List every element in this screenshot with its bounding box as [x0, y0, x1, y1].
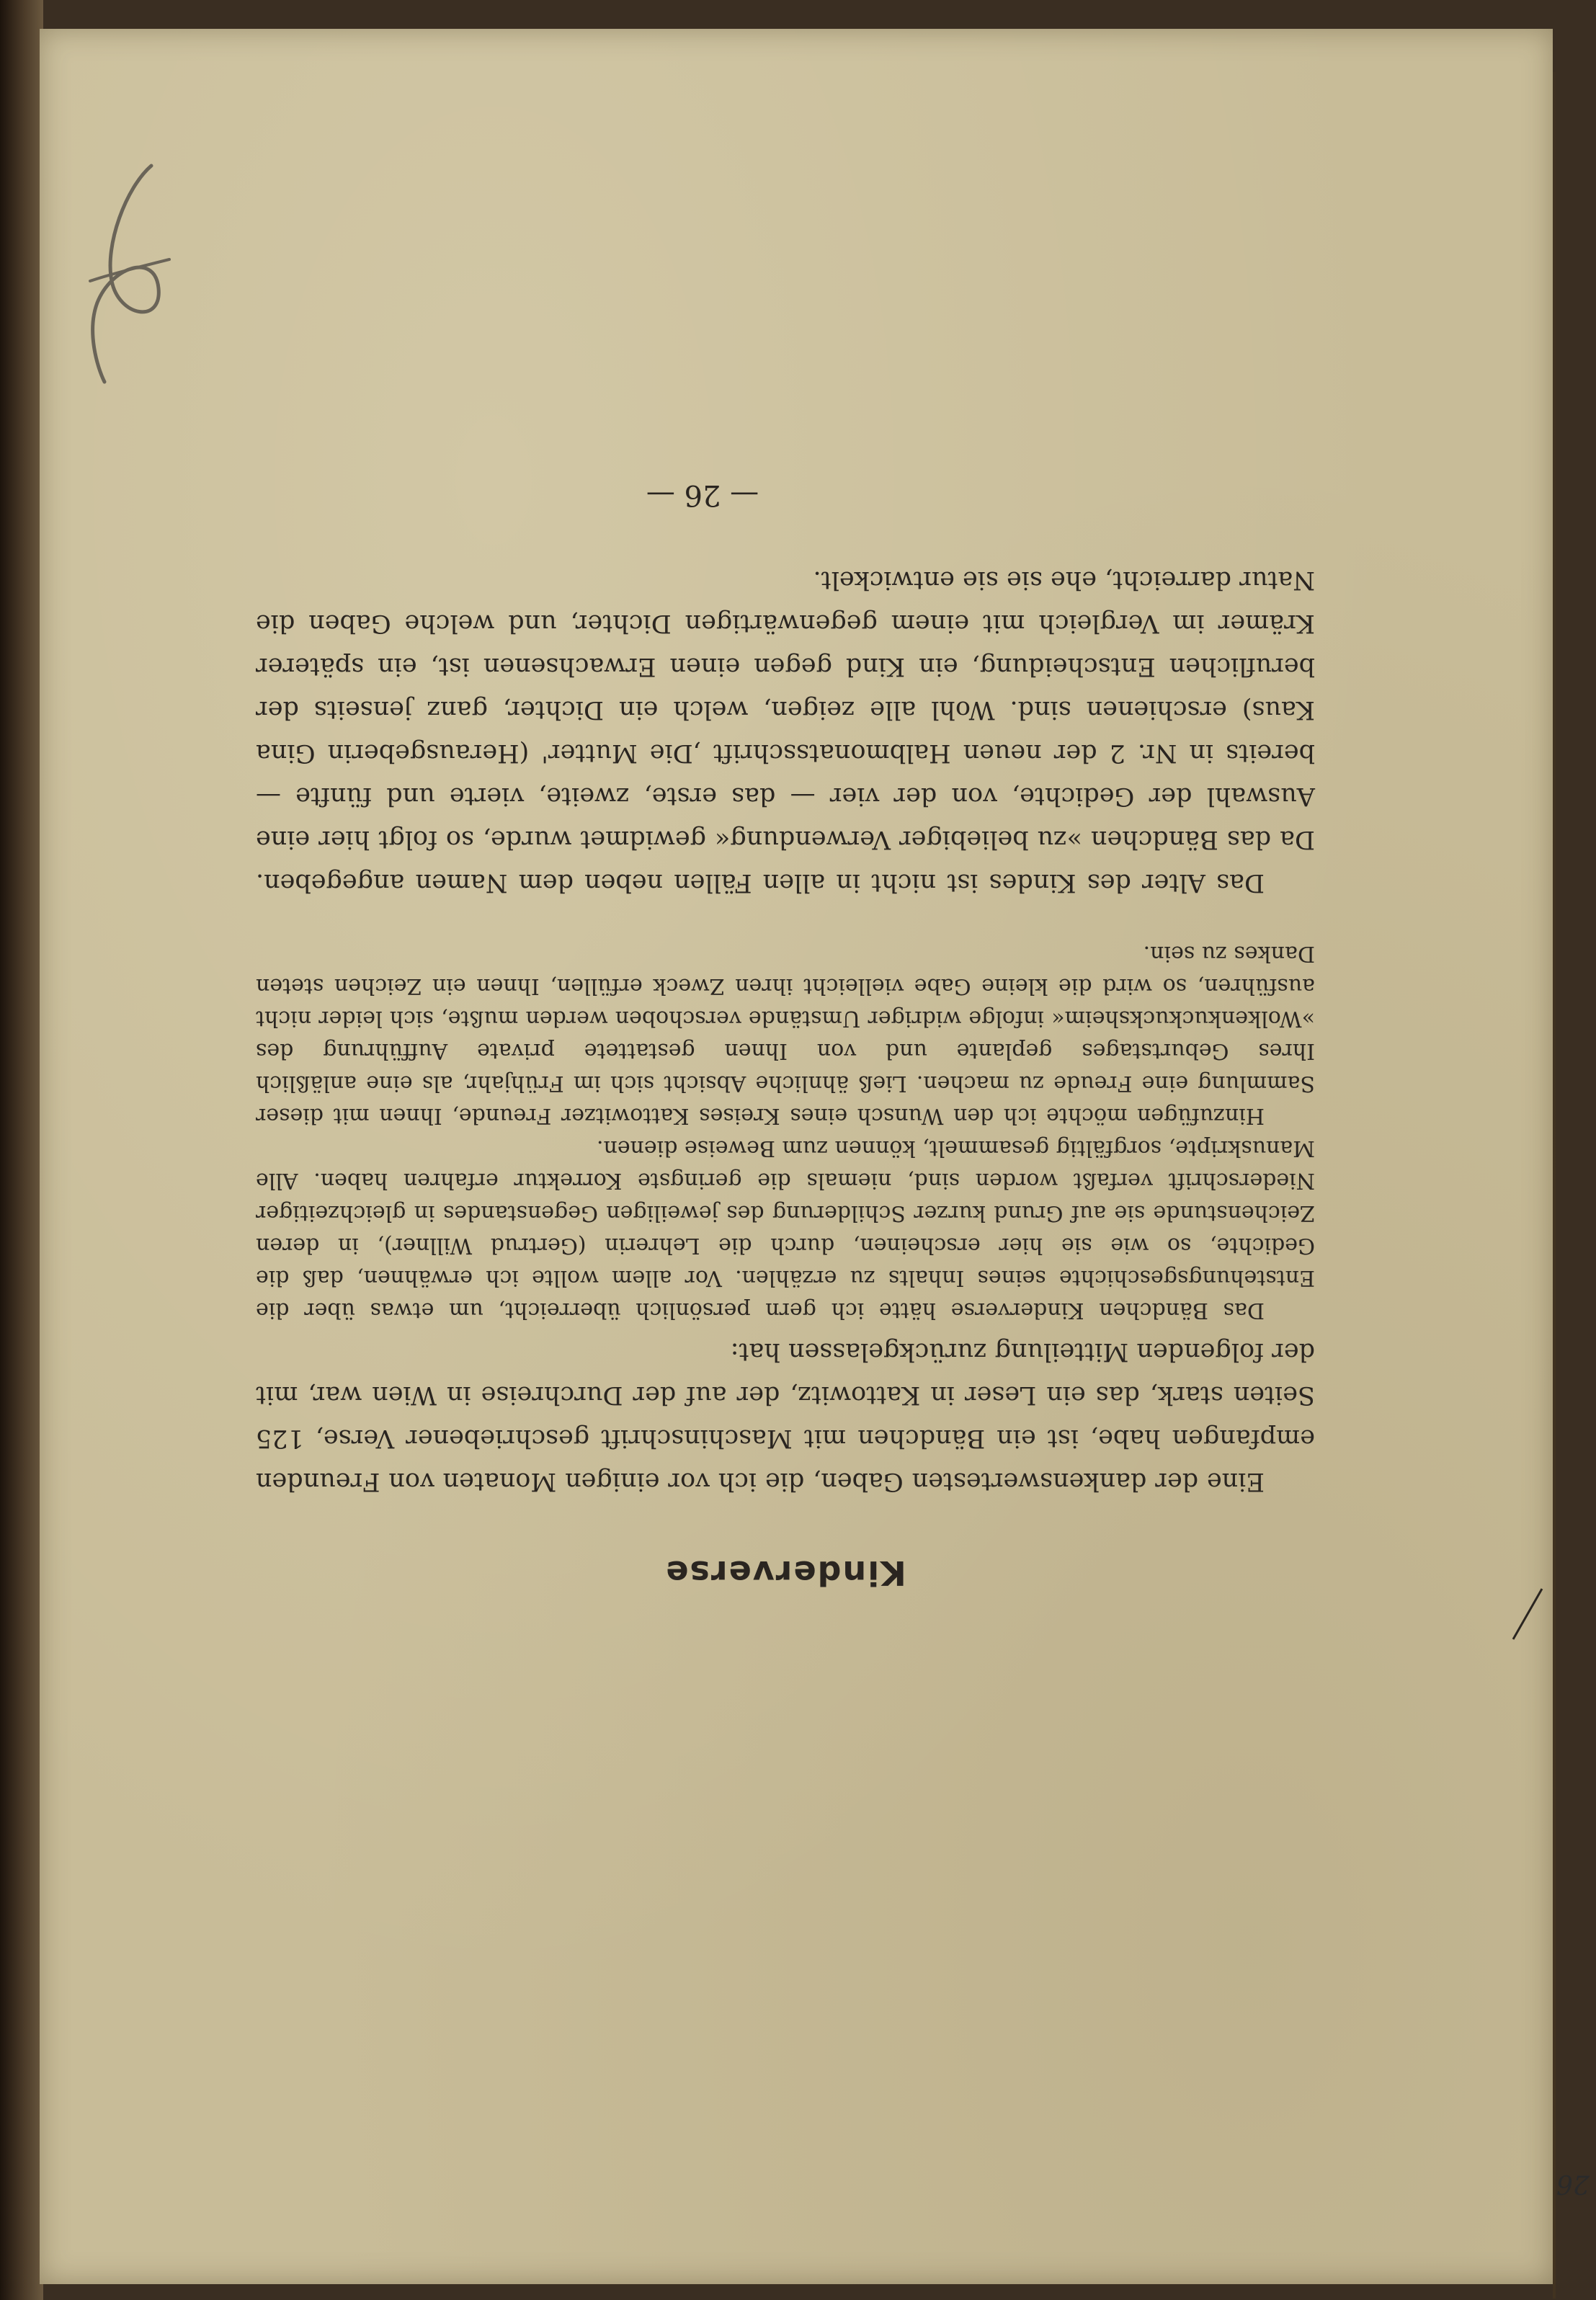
- paragraph-letter-1: Das Bändchen Kinderverse hätte ich gern persönlich überreicht, um etwas über die Entstehungsgeschichte seines Inhalts zu erzählen. Vor allem wollte ich erwähnen, daß die Gedichte, so wie sie hier erscheinen, durch die Lehrerin (Gertrud Willner), in deren Zeichenstunde sie auf Grund kurzer Schilderung des jeweiligen Gegenstandes in gleichzeitiger Niederschrift verfaßt worden sind, niemals die geringste Korrektur erfahren haben. Alle Manuskripte, sorgfältig gesammelt, können zum Beweise dienen.: [256, 1136, 1315, 1323]
- book-spine-shadow: [0, 0, 43, 2300]
- pencil-annotation-icon: [83, 159, 177, 389]
- paragraph-letter-2: Hinzufügen möchte ich den Wunsch eines Kreises Kattowitzer Freunde, Ihnen mit dieser Sammlung eine Freude zu machen. Ließ ähnliche Absicht sich im Frühjahr, als eine anläßlich Ihres Geburtstages geplante und von Ihnen gestattete private Aufführung des »Wolkenkuckucksheim« infolge widriger Umstände verschoben werden mußte, sich leider nicht ausführen, so wird die kleine Gabe vielleicht ihren Zweck erfüllen, Ihnen ein Zeichen steten Dankes zu sein.: [256, 941, 1315, 1128]
- ink-stroke-mark: [1506, 1585, 1549, 1643]
- margin-page-note: 26: [1556, 2169, 1590, 2198]
- paragraph-intro: Eine der dankenswertesten Gaben, die ich vor einigen Monaten von Freunden empfangen habe, ist ein Bändchen mit Maschinschrift geschriebener Verse, 125 Seiten stark, das ein Leser in Kattowitz, der auf der Durchreise in Wien war, mit der folgenden Mitteilung zurückgelassen hat:: [256, 1337, 1315, 1496]
- book-page: [40, 29, 1553, 2284]
- rotated-page-content: [40, 29, 1553, 2284]
- page-edge: [1553, 72, 1556, 2299]
- page-title: Kinderverse: [664, 1554, 906, 1592]
- paragraph-closing: Das Alter des Kindes ist nicht in allen Fällen neben dem Namen angegeben. Da das Bändchen »zu beliebiger Verwendung« gewidmet wurde, so folgt hier eine Auswahl der Gedichte, von der vier — das erste, zweite, vierte und fünfte — bereits in Nr. 2 der neuen Halbmonatsschrift ‚Die Mutter' (Herausgeberin Gina Kaus) erschienen sind. Wohl alle zeigen, welch ein Dichter, ganz jenseits der beruflichen Entscheidung, ein Kind gegen einen Erwachsenen ist, ein späterer Krämer im Vergleich mit einem gegenwärtigen Dichter, und welche Gaben die Natur darreicht, ehe sie sie entwickelt.: [256, 566, 1315, 897]
- page-number: — 26 —: [646, 478, 759, 512]
- text-block: [256, 558, 1315, 1592]
